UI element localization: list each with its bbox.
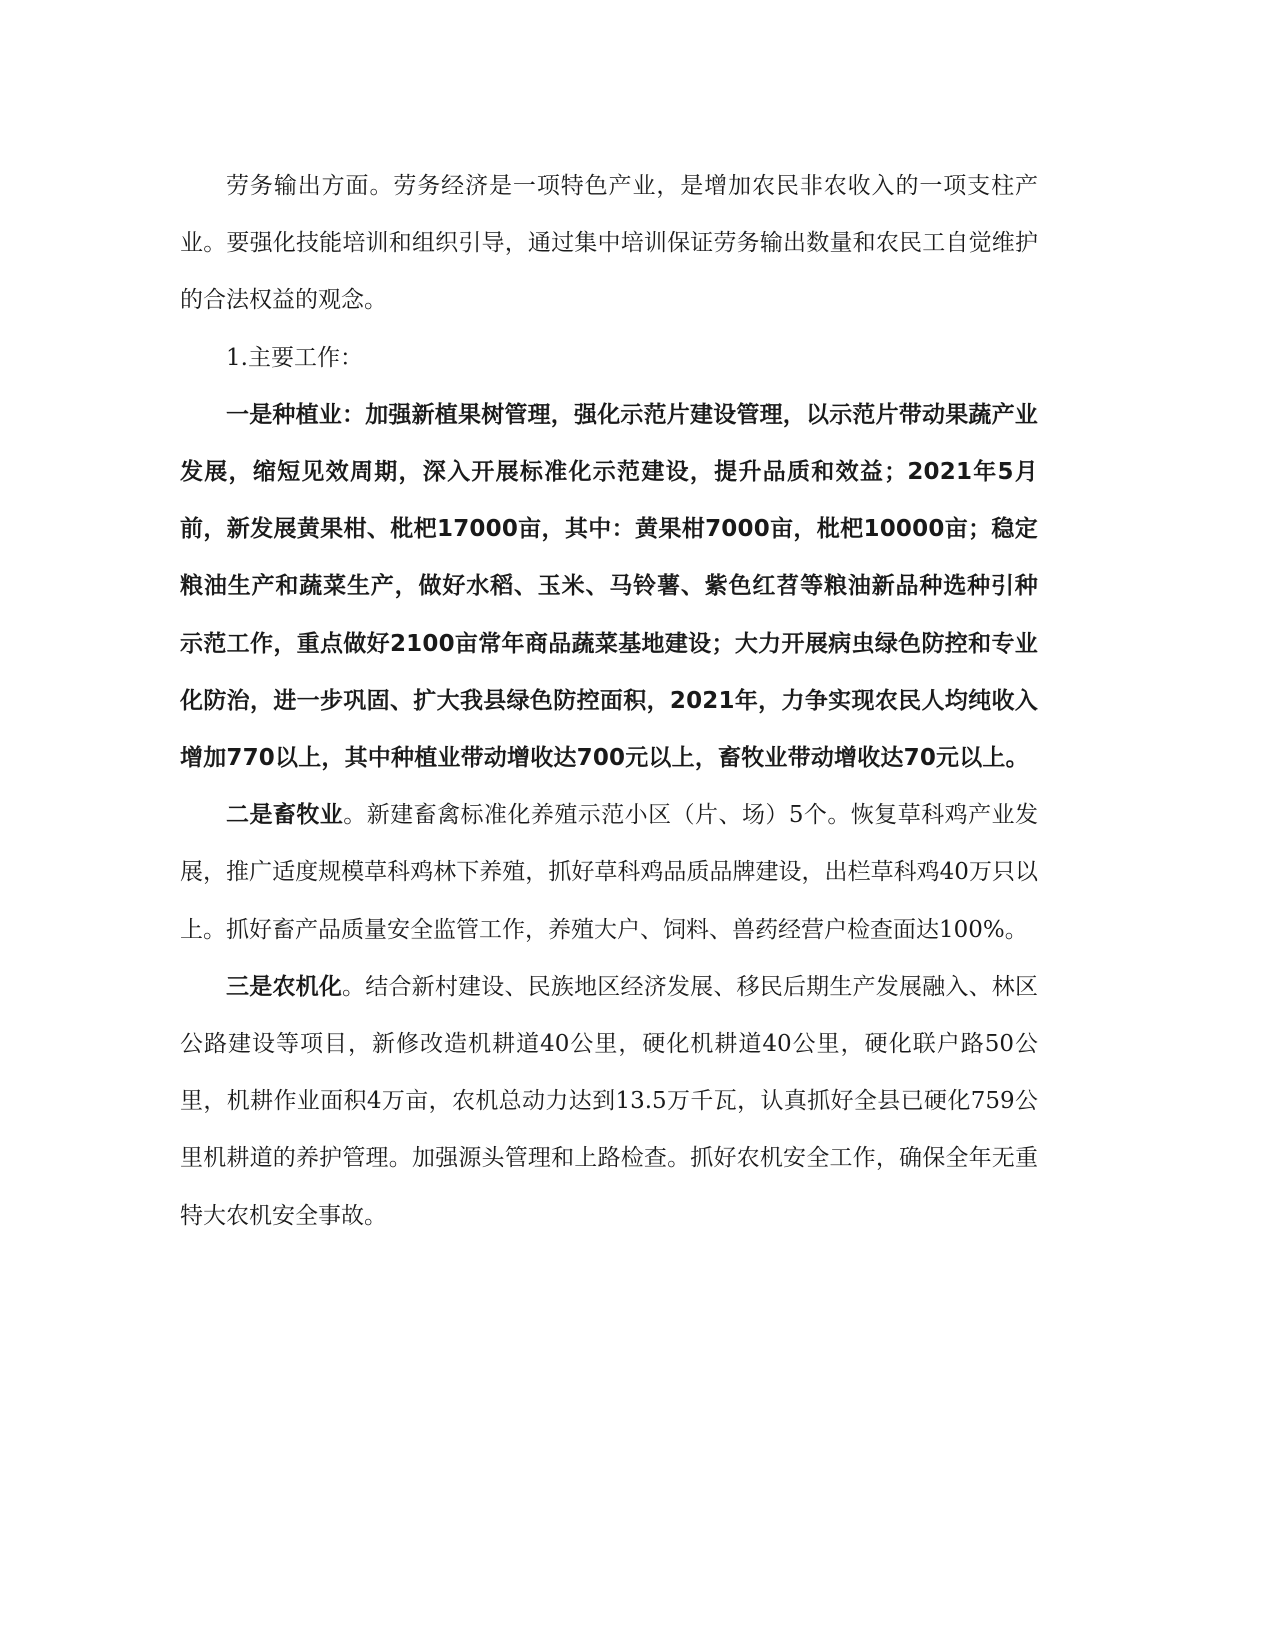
paragraph-livestock xyxy=(180,787,1038,959)
section-heading-text: 1.主要工作： xyxy=(226,344,363,371)
paragraph-labor-export-text: 劳务输出方面。劳务经济是一项特色产业，是增加农民非农收入的一项支柱产业。要强化技能培训和组织引导，通过集中培训保证劳务输出数量和农民工自觉维护的合法权益的观念。 xyxy=(180,173,1038,314)
document-body xyxy=(180,158,1038,1245)
paragraph-mechanization-lead: 三是农机化 xyxy=(226,973,343,1000)
paragraph-planting xyxy=(180,387,1038,787)
paragraph-planting-text: 一是种植业：加强新植果树管理，强化示范片建设管理，以示范片带动果蔬产业发展，缩短见效周期，深入开展标准化示范建设，提升品质和效益；2021年5月前，新发展黄果柑、枇杷17000亩，其中：黄果柑7000亩，枇杷10000亩；稳定粮油生产和蔬菜生产，做好水稻、玉米、马铃薯、紫色红苕等粮油新品种选种引种示范工作，重点做好2100亩常年商品蔬菜基地建设；大力开展病虫绿色防控和专业化防治，进一步巩固、扩大我县绿色防控面积，2021年，力争实现农民人均纯收入增加770以上，其中种植业带动增收达700元以上，畜牧业带动增收达70元以上。 xyxy=(180,401,1038,772)
paragraph-mechanization-text: 。结合新村建设、民族地区经济发展、移民后期生产发展融入、林区公路建设等项目，新修改造机耕道40公里，硬化机耕道40公里，硬化联户路50公里，机耕作业面积4万亩，农机总动力达到13.5万千瓦，认真抓好全县已硬化759公里机耕道的养护管理。加强源头管理和上路检查。抓好农机安全工作，确保全年无重特大农机安全事故。 xyxy=(180,973,1039,1229)
paragraph-livestock-lead: 二是畜牧业 xyxy=(226,802,344,829)
paragraph-labor-export xyxy=(180,158,1038,330)
paragraph-livestock-text: 。新建畜禽标准化养殖示范小区（片、场）5个。恢复草科鸡产业发展，推广适度规模草科鸡林下养殖，抓好草科鸡品质品牌建设，出栏草科鸡40万只以上。抓好畜产品质量安全监管工作，养殖大户、饲料、兽药经营户检查面达100%。 xyxy=(180,802,1038,943)
section-heading-main-work xyxy=(180,330,1038,387)
paragraph-mechanization xyxy=(180,959,1038,1245)
